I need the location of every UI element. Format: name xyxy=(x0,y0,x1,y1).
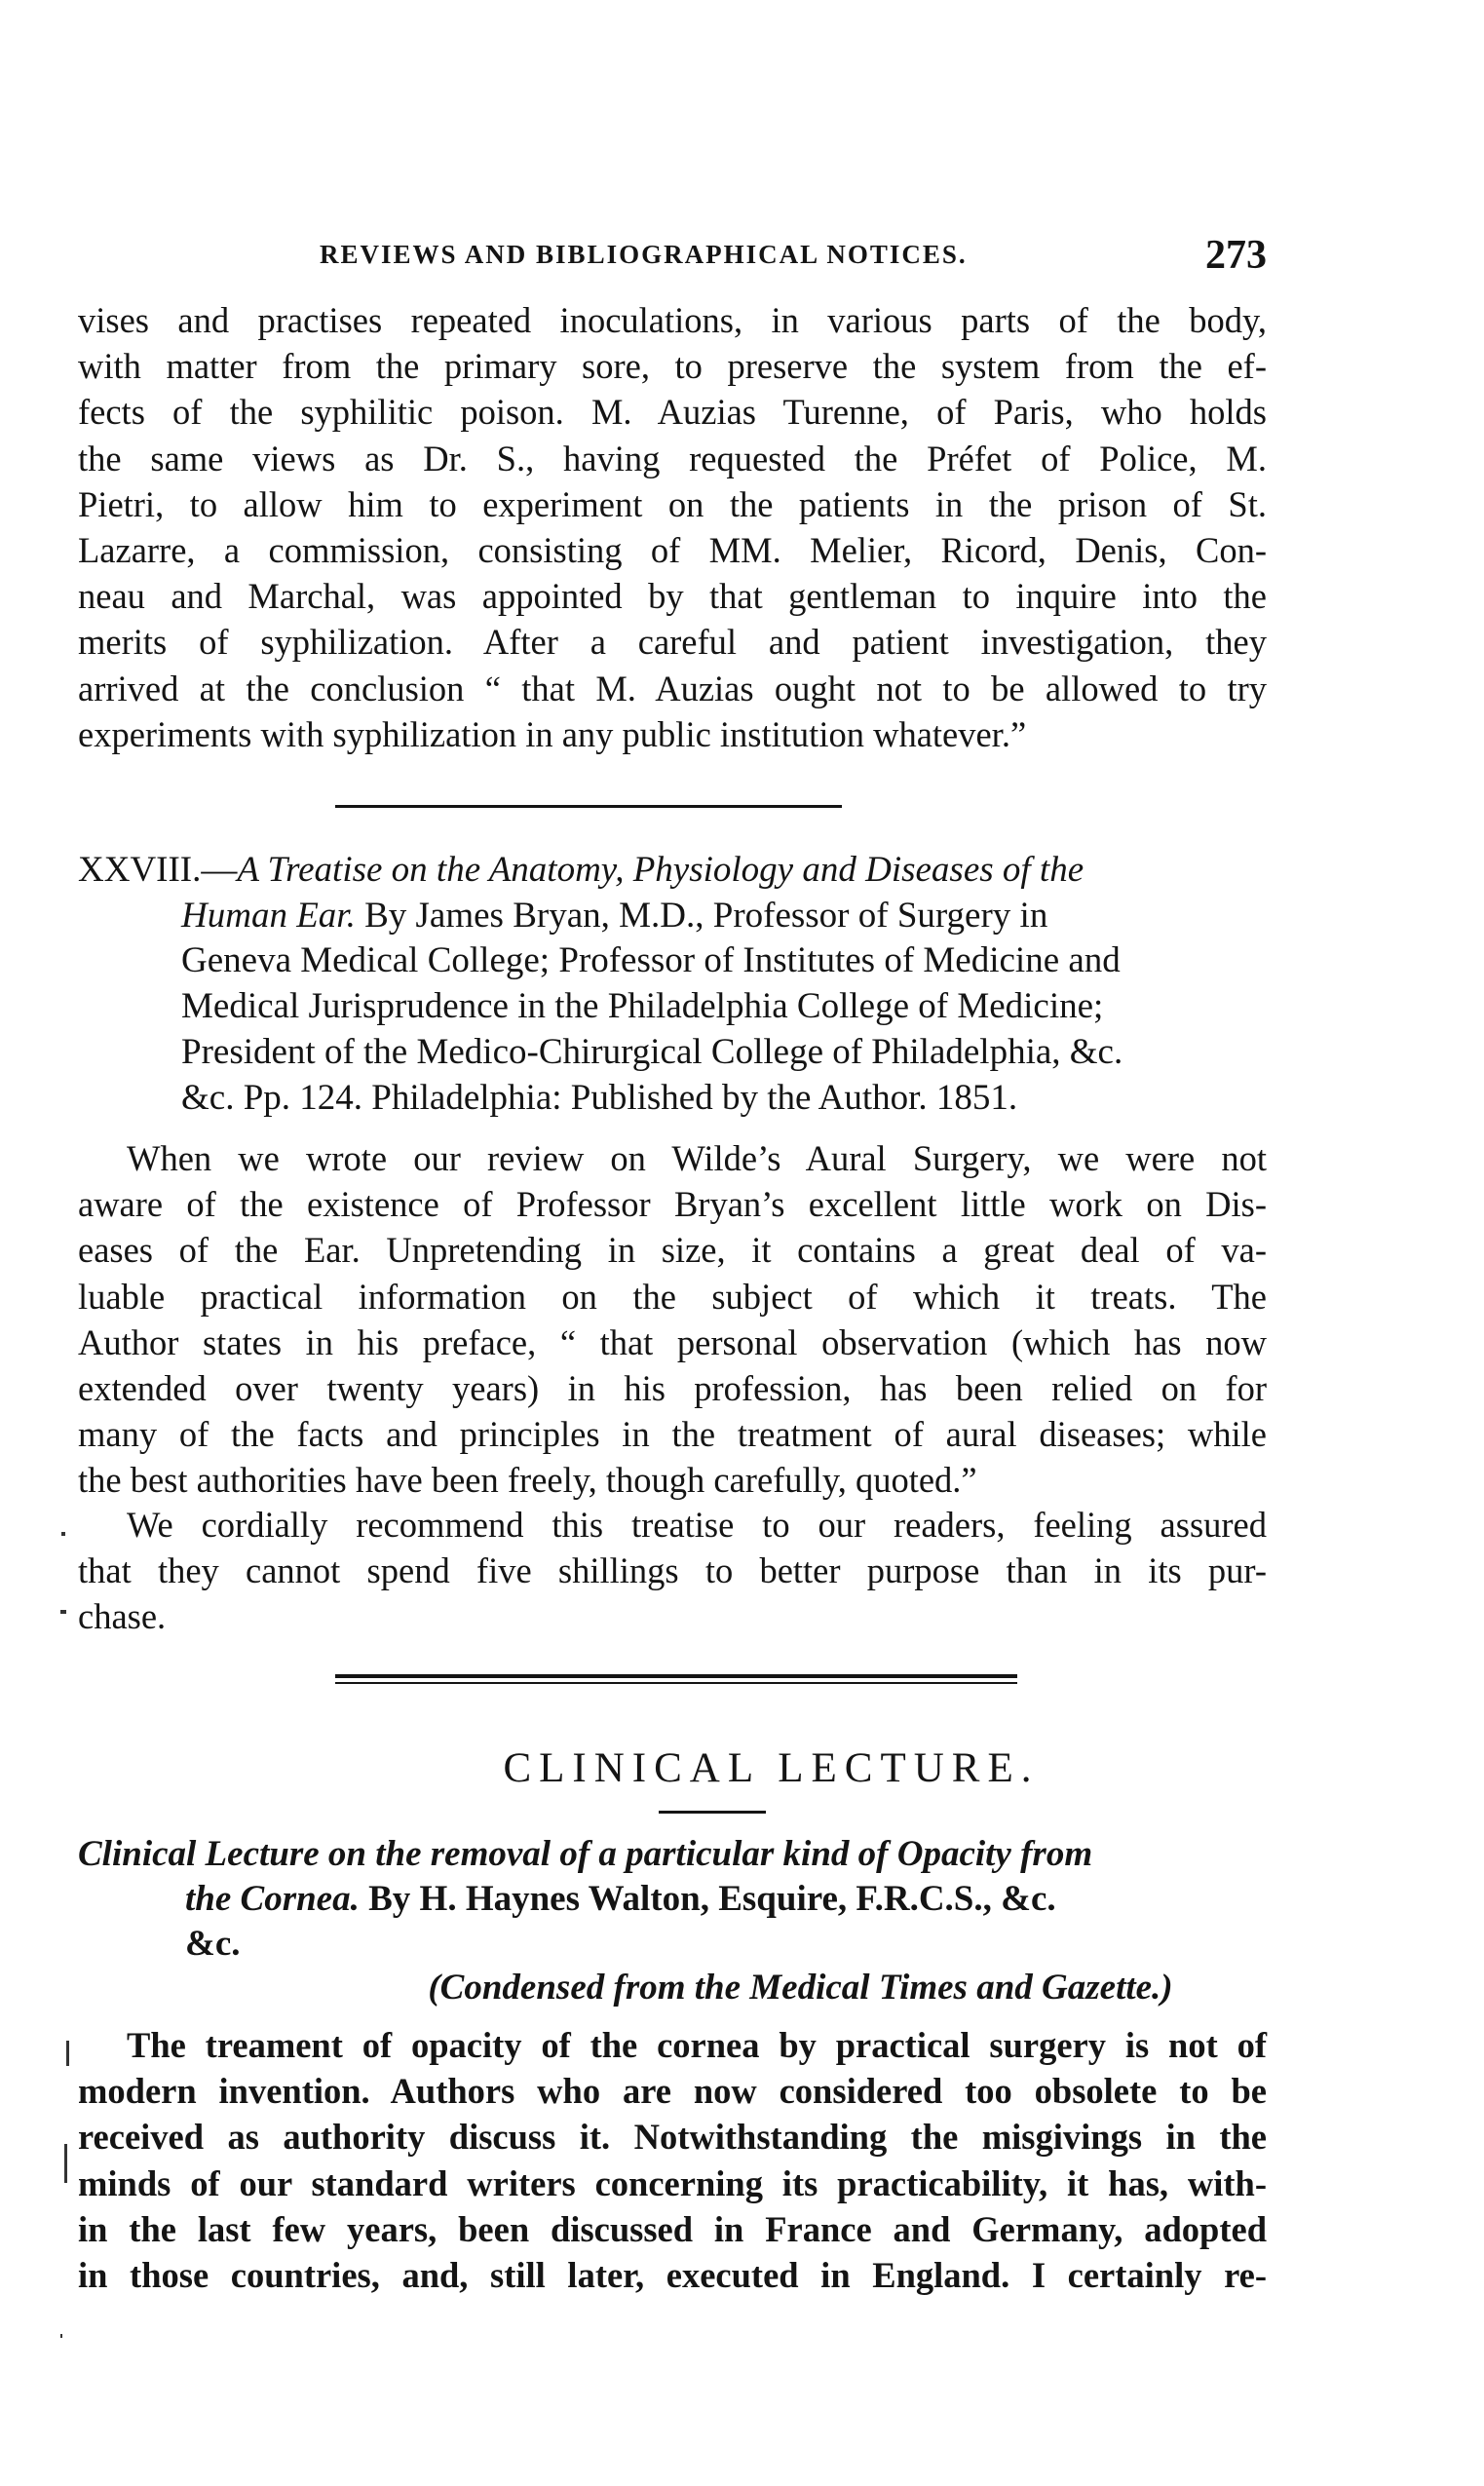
text-line: experiments with syphilization in any public institution whatever.” xyxy=(78,713,1027,754)
text-line: arrived at the conclusion “ that M. Auzias ought not to be allowed to try xyxy=(78,668,1267,708)
review-heading xyxy=(78,848,1272,1121)
text-line: Pietri, to allow him to experiment on the patients in the prison of St. xyxy=(78,483,1267,524)
margin-speck xyxy=(64,2144,67,2183)
lecture-heading xyxy=(78,1832,1276,1967)
paragraph-lecture-body xyxy=(78,2022,1267,2298)
text-line: eases of the Ear. Unpretending in size, it contains a great deal of va- xyxy=(78,1230,1267,1271)
text-line: fects of the syphilitic poison. M. Auzias Turenne, of Paris, who holds xyxy=(78,392,1267,433)
margin-speck xyxy=(61,1532,65,1536)
margin-speck xyxy=(66,2041,69,2066)
review-title-cont: Human Ear. xyxy=(181,895,356,936)
text-line: the best authorities have been freely, though carefully, quoted.” xyxy=(78,1460,977,1501)
text-line: luable practical information on the subject of which it treats. The xyxy=(78,1276,1267,1317)
text-line: neau and Marchal, was appointed by that gentleman to inquire into the xyxy=(78,576,1267,617)
paragraph-recommendation xyxy=(78,1502,1267,1640)
margin-speck xyxy=(60,1610,66,1614)
review-author: By James Bryan, M.D., Professor of Surgery in xyxy=(355,895,1048,936)
paragraph-syphilization xyxy=(78,297,1267,757)
text-line: many of the facts and principles in the treatment of aural diseases; while xyxy=(78,1414,1267,1455)
text-line: modern invention. Authors who are now considered too obsolete to be xyxy=(78,2071,1267,2112)
text-line: with matter from the primary sore, to preserve the system from the ef- xyxy=(78,346,1267,387)
section-title: CLINICAL LECTURE. xyxy=(503,1745,1040,1791)
text-line: received as authority discuss it. Notwithstanding the misgivings in the xyxy=(78,2117,1267,2158)
paragraph-review-body xyxy=(78,1135,1267,1504)
review-title: A Treatise on the Anatomy, Physiology and Diseases of the xyxy=(237,850,1084,890)
thick-rule-bottom xyxy=(335,1682,1017,1684)
text-line: Lazarre, a commission, consisting of MM. Melier, Ricord, Denis, Con- xyxy=(78,530,1267,571)
text-line: Author states in his preface, “ that personal observation (which has now xyxy=(78,1321,1267,1362)
text-line: the same views as Dr. S., having requested the Préfet of Police, M. xyxy=(78,438,1267,478)
review-detail-line: Geneva Medical College; Professor of Institutes of Medicine and xyxy=(181,940,1121,981)
condensed-note: (Condensed from the Medical Times and Gazette.) xyxy=(428,1968,1173,2008)
text-line: chase. xyxy=(78,1596,167,1637)
review-detail-line: &c. Pp. 124. Philadelphia: Published by the Author. 1851. xyxy=(181,1077,1018,1118)
lecture-title: Clinical Lecture on the removal of a particular kind of Opacity from xyxy=(78,1834,1093,1874)
review-detail-line: President of the Medico-Chirurgical College of Philadelphia, &c. xyxy=(181,1031,1123,1072)
text-line: vises and practises repeated inoculations, in various parts of the body, xyxy=(78,300,1267,340)
page-number: 273 xyxy=(1205,233,1267,278)
text-line: in the last few years, been discussed in France and Germany, adopted xyxy=(78,2208,1267,2249)
text-line: merits of syphilization. After a careful and patient investigation, they xyxy=(78,622,1267,663)
lecture-byline: By H. Haynes Walton, Esquire, F.R.C.S., &c. xyxy=(359,1879,1056,1919)
text-line: that they cannot spend five shillings to better purpose than in its pur- xyxy=(78,1550,1267,1591)
text-line: minds of our standard writers concerning its practicability, it has, with- xyxy=(78,2162,1267,2203)
lecture-byline-cont: &c. xyxy=(185,1924,241,1964)
page-header xyxy=(78,232,1267,290)
text-line: aware of the existence of Professor Bryan’s excellent little work on Dis- xyxy=(78,1184,1267,1225)
text-line: The treament of opacity of the cornea by practical surgery is not of xyxy=(127,2025,1267,2065)
review-detail-line: Medical Jurisprudence in the Philadelphia College of Medicine; xyxy=(181,986,1104,1027)
thick-rule-top xyxy=(335,1674,1017,1678)
section-divider xyxy=(335,805,842,808)
margin-speck xyxy=(60,2334,62,2338)
running-title: REVIEWS AND BIBLIOGRAPHICAL NOTICES. xyxy=(320,240,968,269)
text-line: in those countries, and, still later, executed in England. I certainly re- xyxy=(78,2255,1267,2296)
text-line: extended over twenty years) in his profession, has been relied on for xyxy=(78,1368,1267,1409)
review-number: XXVIII.— xyxy=(78,850,238,890)
lecture-title-cont: the Cornea. xyxy=(185,1879,360,1919)
text-line: We cordially recommend this treatise to our readers, feeling assured xyxy=(127,1505,1267,1545)
short-divider xyxy=(659,1811,766,1814)
text-line: When we wrote our review on Wilde’s Aural Surgery, we were not xyxy=(127,1138,1267,1178)
